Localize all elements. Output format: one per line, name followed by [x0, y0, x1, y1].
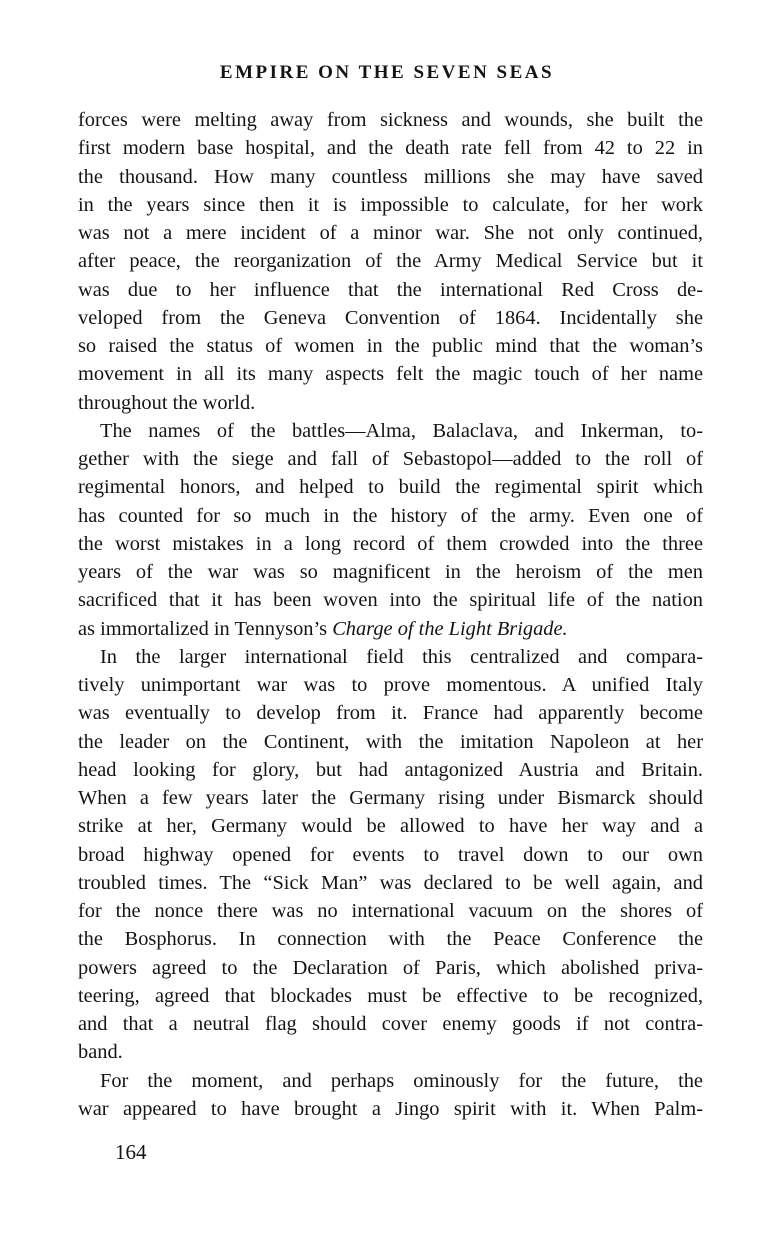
text-line: was not a mere incident of a minor war. She not only continued, [78, 222, 703, 244]
text-line: gether with the siege and fall of Sebastopol—added to the roll of [78, 448, 703, 470]
text-line: was due to her influence that the international Red Cross de- [78, 278, 703, 301]
text-line: band. [78, 1041, 123, 1064]
text-line: after peace, the reorganization of the Army Medical Service but it [78, 250, 703, 273]
text-line: war appeared to have brought a Jingo spirit with it. When Palm- [78, 1097, 703, 1120]
text-line: the thousand. How many countless millions she may have saved [78, 165, 703, 188]
text-line: head looking for glory, but had antagonized Austria and Britain. [78, 758, 703, 781]
text-line: veloped from the Geneva Convention of 1864. Incidentally she [78, 306, 703, 329]
text-line: troubled times. The “Sick Man” was declared to be well again, and [78, 871, 703, 894]
text-line: throughout the world. [78, 391, 256, 414]
text-line: broad highway opened for events to travel down to our own [78, 843, 703, 866]
text-line: regimental honors, and helped to build the regimental spirit which [78, 476, 703, 499]
running-head: EMPIRE ON THE SEVEN SEAS [219, 62, 555, 83]
text-line: has counted for so much in the history of the army. Even one of [78, 504, 703, 527]
text-line: the leader on the Continent, with the imitation Napoleon at her [78, 730, 703, 753]
text-line [78, 615, 703, 643]
text-line: and that a neutral flag should cover enemy goods if not contra- [78, 1013, 703, 1035]
text-line: In the larger international field this centralized and compara- [100, 645, 703, 668]
text-line: was eventually to develop from it. France had apparently become [78, 702, 703, 725]
text-line: forces were melting away from sickness and wounds, she built the [78, 109, 703, 131]
text-line: in the years since then it is impossible to calculate, for her work [78, 193, 703, 216]
text-line: When a few years later the Germany rising under Bismarck should [78, 787, 703, 809]
text-line: tively unimportant war was to prove momentous. A unified Italy [78, 674, 703, 696]
text-line: For the moment, and perhaps ominously for the future, the [100, 1069, 703, 1092]
page-number: 164 [115, 1140, 147, 1164]
text-line: for the nonce there was no international vacuum on the shores of [78, 900, 703, 922]
text-line: so raised the status of women in the public mind that the woman’s [78, 335, 703, 357]
text-line: strike at her, Germany would be allowed to have her way and a [78, 815, 703, 838]
text-line: movement in all its many aspects felt the magic touch of her name [78, 363, 703, 386]
text-line: years of the war was so magnificent in the heroism of the men [78, 561, 703, 583]
poem-title: Charge of the Light Brigade. [332, 617, 568, 640]
text-line: teering, agreed that blockades must be effective to be recognized, [78, 984, 703, 1007]
text-line: first modern base hospital, and the death rate fell from 42 to 22 in [78, 137, 703, 160]
body-text [78, 106, 703, 1123]
text-line: the worst mistakes in a long record of them crowded into the three [78, 532, 703, 555]
text-segment: as immortalized in Tennyson’s [78, 617, 328, 640]
text-line: The names of the battles—Alma, Balaclava, and Inkerman, to- [100, 419, 703, 442]
text-line: the Bosphorus. In connection with the Peace Conference the [78, 928, 703, 951]
text-line: sacrificed that it has been woven into the spiritual life of the nation [78, 589, 703, 612]
text-line: powers agreed to the Declaration of Paris, which abolished priva- [78, 956, 703, 979]
